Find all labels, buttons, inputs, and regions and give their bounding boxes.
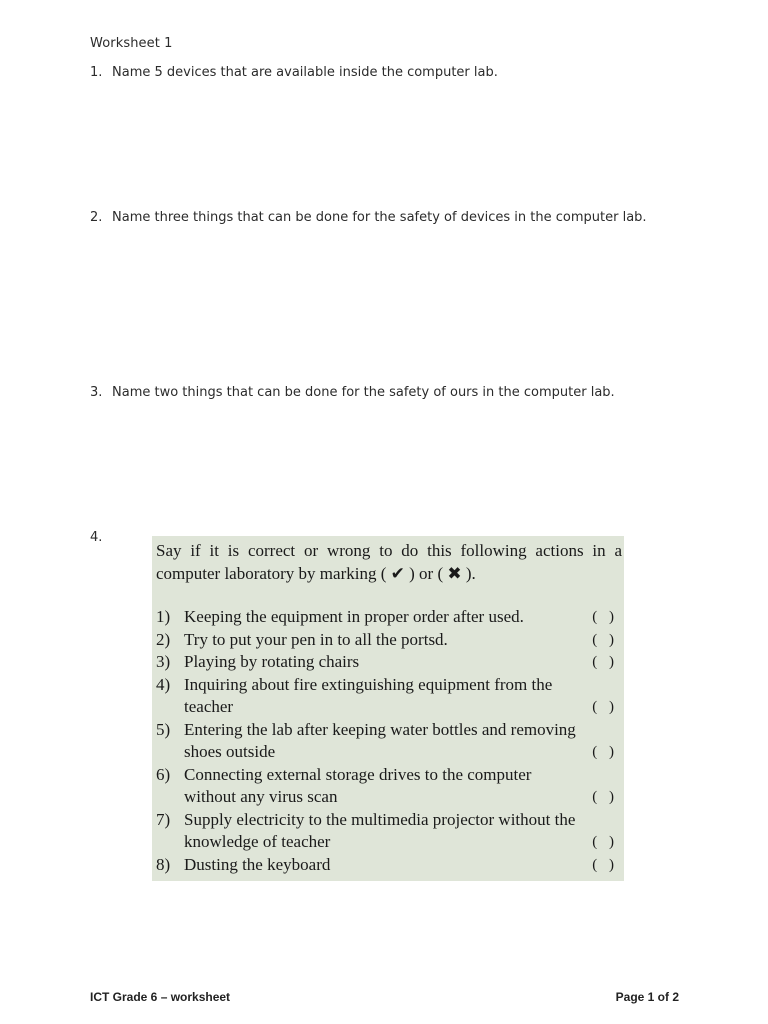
item-text: Dusting the keyboard	[184, 854, 331, 874]
question-2	[90, 210, 647, 225]
action-item-5	[156, 719, 622, 764]
item-text: Try to put your pen in to all the portsd.	[184, 629, 448, 649]
question-number: 1.	[90, 65, 103, 80]
footer-course-label: ICT Grade 6 – worksheet	[90, 990, 231, 1004]
answer-mark-box: ( )	[592, 834, 618, 850]
item-text: Keeping the equipment in proper order after used.	[184, 607, 524, 626]
answer-mark-box: ( )	[592, 744, 618, 760]
question-number: 2.	[90, 210, 103, 225]
question-text: Name three things that can be done for the safety of devices in the computer lab.	[112, 210, 647, 225]
question-number: 3.	[90, 385, 103, 400]
question-1	[90, 65, 498, 80]
question-4-excerpt	[152, 536, 624, 881]
item-number: 5)	[156, 719, 171, 739]
question-3	[90, 385, 615, 400]
answer-mark-box: ( )	[592, 856, 618, 873]
answer-mark-box: ( )	[592, 631, 618, 648]
question-text: Name 5 devices that are available inside the computer lab.	[112, 65, 498, 80]
item-number: 1)	[156, 607, 171, 626]
question-4-number: 4.	[90, 530, 103, 545]
excerpt-instruction	[156, 539, 622, 585]
action-item-3	[156, 651, 622, 674]
item-number: 7)	[156, 809, 171, 829]
action-item-8	[156, 854, 622, 877]
instruction-line-2: computer laboratory by marking ( ✔ ) or ( ✖ ).	[156, 564, 476, 583]
item-number: 2)	[156, 629, 171, 649]
question-text: Name two things that can be done for the safety of ours in the computer lab.	[112, 385, 615, 400]
action-item-2	[156, 629, 622, 652]
item-number: 6)	[156, 764, 171, 784]
item-text: Supply electricity to the multimedia projector without the knowledge of teacher	[184, 809, 576, 851]
action-item-7	[156, 809, 622, 854]
action-item-6	[156, 764, 622, 809]
worksheet-title: Worksheet 1	[90, 36, 173, 51]
item-text: Connecting external storage drives to the computer without any virus scan	[184, 764, 532, 806]
action-item-4	[156, 674, 622, 719]
answer-mark-box: ( )	[592, 609, 618, 625]
answer-mark-box: ( )	[592, 789, 618, 805]
answer-mark-box: ( )	[592, 699, 618, 715]
item-number: 4)	[156, 674, 171, 694]
action-list	[156, 606, 622, 876]
item-text: Inquiring about fire extinguishing equipment from the teacher	[184, 674, 553, 716]
instruction-line-1: Say if it is correct or wrong to do this following actions in a	[156, 541, 622, 560]
footer-page-number: Page 1 of 2	[615, 990, 679, 1004]
answer-mark-box: ( )	[592, 654, 618, 670]
item-text: Entering the lab after keeping water bottles and removing shoes outside	[184, 719, 576, 761]
item-text: Playing by rotating chairs	[184, 652, 360, 671]
item-number: 8)	[156, 854, 171, 874]
action-item-1	[156, 606, 622, 629]
item-number: 3)	[156, 652, 171, 671]
